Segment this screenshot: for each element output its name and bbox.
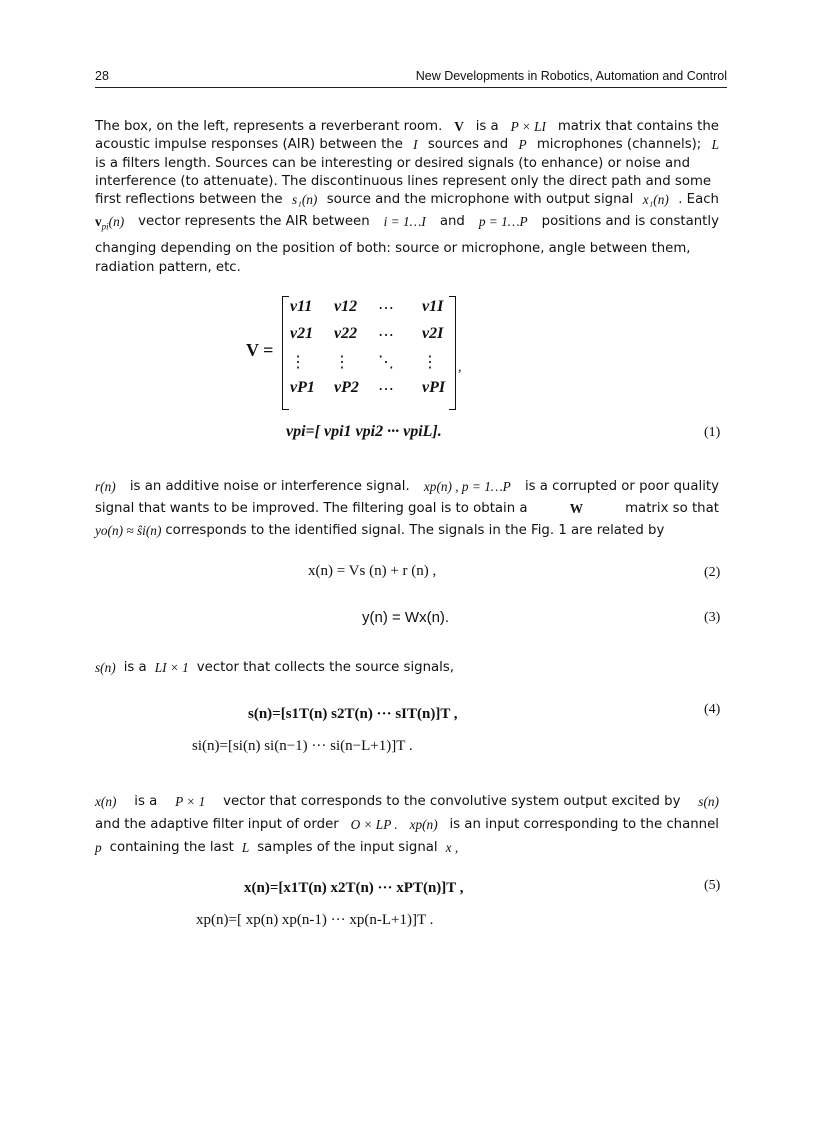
text-line: and the adaptive filter input of order O × LP . xp(n) is an input corresponding to the channel — [95, 817, 719, 832]
text-line: r(n) is an additive noise or interference signal. xp(n) , p = 1…P is a corrupted or poor quality — [95, 479, 719, 494]
paragraph-signals — [95, 476, 719, 542]
matrix-cell: ⋮ — [290, 354, 306, 371]
matrix-cell: ⋯ — [378, 327, 394, 344]
text-line: s(n) is a LI × 1 vector that collects the source signals, — [95, 660, 455, 675]
text-line: first reflections between the s₁(n) source and the microphone with output signal x₁(n) . Each — [95, 192, 719, 208]
page-number: 28 — [95, 69, 109, 83]
equation-number-4: (4) — [704, 702, 721, 717]
paragraph-output-vector — [95, 790, 719, 859]
matrix-cell: ⋮ — [334, 354, 350, 371]
matrix-cell: vP2 — [334, 379, 359, 396]
paragraph-source-vector — [95, 659, 719, 677]
equation-number-2: (2) — [704, 565, 721, 580]
matrix-equation — [246, 294, 476, 416]
text-line: x(n) is a P × 1 vector that corresponds to the convolutive system output excited by s(n) — [95, 794, 719, 809]
matrix-cell: ⋯ — [378, 381, 394, 398]
text-line: yo(n) ≈ ŝi(n) corresponds to the identified signal. The signals in the Fig. 1 are related by — [95, 523, 665, 538]
matrix-cell: ⋮ — [422, 354, 438, 371]
matrix-cell: vPI — [422, 379, 446, 396]
matrix-cell: v1I — [422, 298, 444, 315]
equation-5-line-1: x(n)=[x1T(n) x2T(n) ··· xPT(n)]T , — [244, 880, 464, 896]
text-line: p containing the last L samples of the input signal x , — [95, 840, 459, 855]
vpi-equation: vpi=[ vpi1 vpi2 ··· vpiL]. — [286, 423, 442, 440]
text-line: acoustic impulse responses (AIR) between the I sources and P microphones (channels); L — [95, 137, 719, 153]
matrix-cell: v12 — [334, 298, 358, 315]
equation-5-line-2: xp(n)=[ xp(n) xp(n-1) ··· xp(n-L+1)]T . — [196, 912, 434, 928]
matrix-cell: v21 — [290, 325, 314, 342]
right-bracket — [449, 296, 456, 410]
text-line: signal that wants to be improved. The filtering goal is to obtain a W matrix so that — [95, 501, 719, 516]
matrix-cell: v11 — [290, 298, 313, 315]
text-line: radiation pattern, etc. — [95, 259, 241, 275]
running-title: New Developments in Robotics, Automation and Control — [415, 69, 727, 83]
text-line: changing depending on the position of both: source or microphone, angle between them, — [95, 241, 691, 257]
matrix-cell: v2I — [422, 325, 444, 342]
equation-2: x(n) = Vs (n) + r (n) , — [308, 563, 437, 579]
matrix-lhs: V = — [246, 340, 274, 360]
text-line: The box, on the left, represents a reverberant room. V is a P × LI matrix that contains the — [95, 119, 719, 134]
equation-4-line-2: si(n)=[si(n) si(n−1) ··· si(n−L+1)]T . — [192, 738, 413, 754]
left-bracket — [282, 296, 289, 410]
matrix-comma: , — [458, 360, 462, 375]
matrix-cell: ⋱ — [378, 354, 394, 371]
matrix-cell: v22 — [334, 325, 358, 342]
equation-number-3: (3) — [704, 610, 721, 625]
text-line: $v_{pi}(n)$ vector represents the AIR between i = 1…I and p = 1…P positions and is constantly — [95, 214, 719, 233]
running-header — [95, 69, 727, 88]
equation-4-line-1: s(n)=[s1T(n) s2T(n) ··· sIT(n)]T , — [248, 706, 458, 722]
paragraph-intro — [95, 118, 719, 277]
text-line: is a filters length. Sources can be interesting or desired signals (to enhance) or noise and — [95, 155, 691, 171]
equation-3: y(n) = Wx(n). — [362, 609, 450, 626]
matrix-grid — [290, 298, 450, 406]
equation-number-5: (5) — [704, 878, 721, 893]
text-line: interference (to attenuate). The discontinuous lines represent only the direct path and some — [95, 173, 712, 189]
equation-number-1: (1) — [704, 425, 721, 440]
matrix-cell: ⋯ — [378, 300, 394, 317]
matrix-cell: vP1 — [290, 379, 315, 396]
